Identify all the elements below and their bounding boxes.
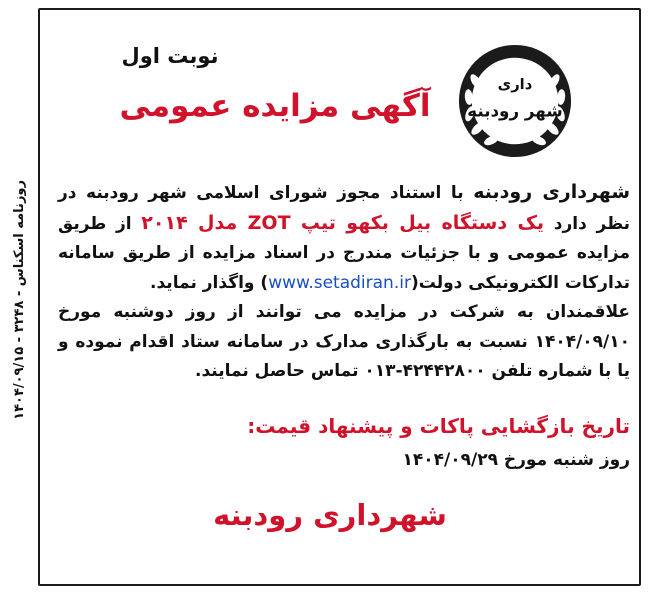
body-auction-item: یک دستگاه بیل بکهو تیپ ZOT مدل ۲۰۱۴	[141, 211, 545, 234]
municipality-seal-logo	[456, 42, 574, 160]
seal-text-main: شهر رودبنه	[467, 100, 563, 121]
seal-text-top: داری	[497, 76, 533, 94]
footer-signature: شهرداری رودبنه	[213, 498, 447, 532]
body-paragraph-4: علاقمندان به شرکت در مزایده می توانند از روز دوشنبه مورخ ۱۴۰۴/۰۹/۱۰ نسبت به بارگذاری مدارک در سامانه ستاد اقدام نموده و یا با شماره تلفن ۴۲۴۴۲۸۰۰-۰۱۳ تماس حاصل نمایند.	[58, 302, 630, 381]
body-paragraph-2: از طریق مزایده عمومی و با جزئیات مندرج در اسناد مزایده از طریق سامانه تدارکات الکترونیکی دولت(	[58, 213, 630, 293]
notice-title: آگهی مزایده عمومی	[119, 88, 431, 124]
setadiran-link[interactable]: www.setadiran.ir	[268, 272, 411, 293]
opening-date: روز شنبه مورخ ۱۴۰۴/۰۹/۲۹	[402, 450, 630, 470]
opening-heading: تاریخ بازگشایی پاکات و پیشنهاد قیمت:	[247, 414, 630, 438]
body-paragraph-1: با استناد مجوز شورای اسلامی شهر رودبنه در نظر دارد	[58, 183, 631, 234]
body-org-name: شهرداری رودبنه	[473, 181, 631, 203]
body-paragraph-3: ) واگذار نماید.	[150, 272, 269, 293]
notice-round-label: نوبت اول	[121, 44, 219, 68]
side-label-text: روزنامه اسکناس - ۳۲۴۸ - ۱۴۰۴/۰۹/۱۵	[11, 180, 27, 420]
side-publication-label	[4, 130, 34, 470]
notice-body	[58, 178, 630, 387]
